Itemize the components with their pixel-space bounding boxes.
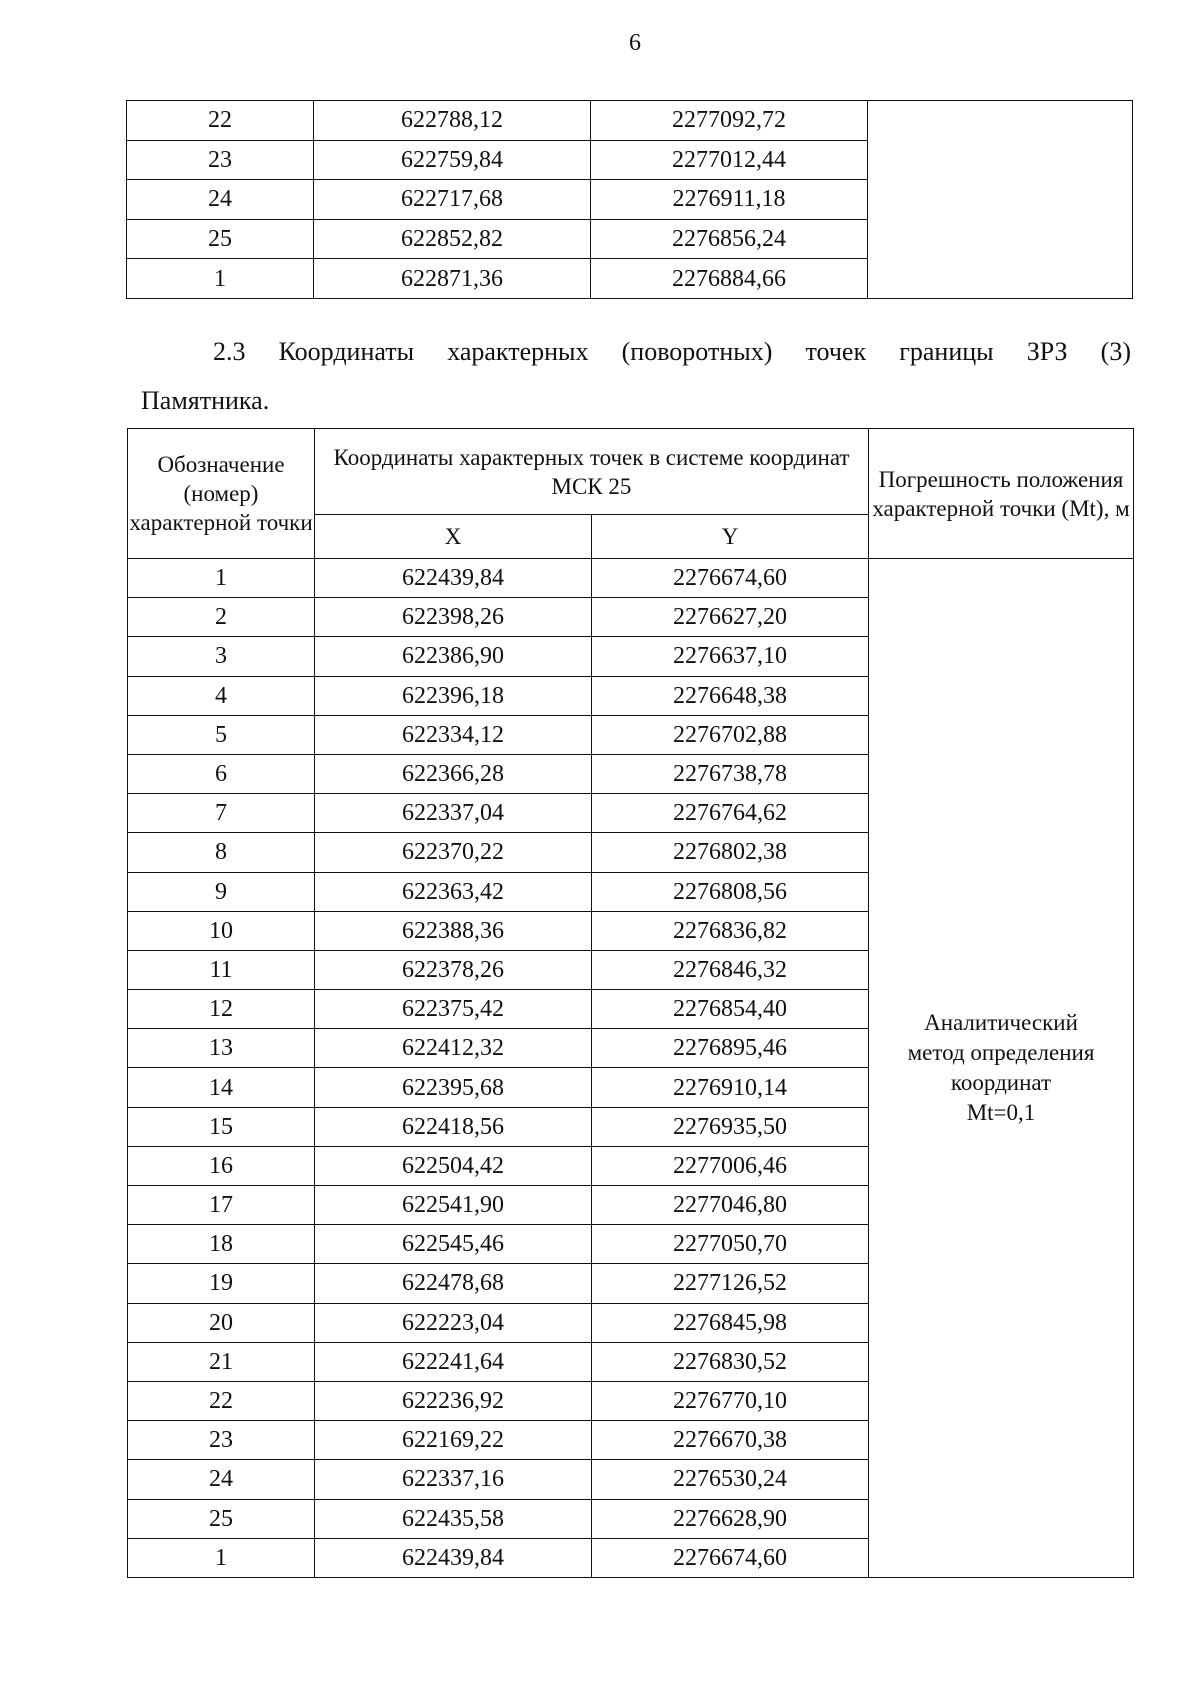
section-heading bbox=[141, 327, 1131, 425]
point-number-cell: 1 bbox=[127, 259, 314, 299]
point-number-cell: 10 bbox=[128, 911, 315, 950]
y-coordinate-cell: 2277126,52 bbox=[592, 1264, 869, 1303]
x-coordinate-cell: 622223,04 bbox=[315, 1303, 592, 1342]
point-number-cell: 1 bbox=[128, 559, 315, 598]
x-coordinate-cell: 622545,46 bbox=[315, 1225, 592, 1264]
section-heading-line2: Памятника. bbox=[141, 386, 270, 415]
page-number: 6 bbox=[629, 30, 641, 56]
x-coordinate-cell: 622852,82 bbox=[314, 219, 591, 259]
y-coordinate-cell: 2277046,80 bbox=[592, 1186, 869, 1225]
y-coordinate-cell: 2276830,52 bbox=[592, 1342, 869, 1381]
accuracy-text-line3: координат bbox=[950, 1069, 1052, 1095]
x-coordinate-cell: 622370,22 bbox=[315, 833, 592, 872]
coordinates-table-continued bbox=[126, 100, 1133, 299]
x-coordinate-cell: 622418,56 bbox=[315, 1107, 592, 1146]
y-coordinate-cell: 2276836,82 bbox=[592, 911, 869, 950]
x-coordinate-cell: 622504,42 bbox=[315, 1146, 592, 1185]
y-coordinate-cell: 2276764,62 bbox=[592, 794, 869, 833]
y-coordinate-cell: 2276648,38 bbox=[592, 676, 869, 715]
x-coordinate-cell: 622398,26 bbox=[315, 598, 592, 637]
y-coordinate-cell: 2276702,88 bbox=[592, 715, 869, 754]
point-number-cell: 25 bbox=[128, 1499, 315, 1538]
y-coordinate-cell: 2276674,60 bbox=[592, 1538, 869, 1577]
point-number-cell: 22 bbox=[127, 101, 314, 141]
y-coordinate-cell: 2277006,46 bbox=[592, 1146, 869, 1185]
table-row bbox=[128, 559, 1134, 598]
point-number-cell: 23 bbox=[127, 140, 314, 180]
header-coordinates: Координаты характерных точек в системе координат МСК 25 bbox=[315, 429, 869, 515]
table-row bbox=[127, 101, 1133, 141]
y-coordinate-cell: 2276802,38 bbox=[592, 833, 869, 872]
x-coordinate-cell: 622759,84 bbox=[314, 140, 591, 180]
point-number-cell: 9 bbox=[128, 872, 315, 911]
header-y: Y bbox=[592, 515, 869, 559]
y-coordinate-cell: 2276670,38 bbox=[592, 1421, 869, 1460]
x-coordinate-cell: 622366,28 bbox=[315, 754, 592, 793]
point-number-cell: 4 bbox=[128, 676, 315, 715]
point-number-cell: 11 bbox=[128, 950, 315, 989]
x-coordinate-cell: 622478,68 bbox=[315, 1264, 592, 1303]
accuracy-cell bbox=[869, 559, 1134, 1578]
y-coordinate-cell: 2276895,46 bbox=[592, 1029, 869, 1068]
point-number-cell: 13 bbox=[128, 1029, 315, 1068]
y-coordinate-cell: 2276738,78 bbox=[592, 754, 869, 793]
y-coordinate-cell: 2276854,40 bbox=[592, 990, 869, 1029]
point-number-cell: 24 bbox=[128, 1460, 315, 1499]
point-number-cell: 22 bbox=[128, 1381, 315, 1420]
x-coordinate-cell: 622788,12 bbox=[314, 101, 591, 141]
accuracy-text-line4: Mt=0,1 bbox=[966, 1099, 1036, 1125]
y-coordinate-cell: 2276845,98 bbox=[592, 1303, 869, 1342]
y-coordinate-cell: 2276935,50 bbox=[592, 1107, 869, 1146]
y-coordinate-cell: 2276627,20 bbox=[592, 598, 869, 637]
header-x: X bbox=[315, 515, 592, 559]
point-number-cell: 18 bbox=[128, 1225, 315, 1264]
y-coordinate-cell: 2276530,24 bbox=[592, 1460, 869, 1499]
y-coordinate-cell: 2276846,32 bbox=[592, 950, 869, 989]
point-number-cell: 5 bbox=[128, 715, 315, 754]
y-coordinate-cell: 2276808,56 bbox=[592, 872, 869, 911]
x-coordinate-cell: 622435,58 bbox=[315, 1499, 592, 1538]
point-number-cell: 24 bbox=[127, 180, 314, 220]
point-number-cell: 3 bbox=[128, 637, 315, 676]
y-coordinate-cell: 2276674,60 bbox=[592, 559, 869, 598]
point-number-cell: 1 bbox=[128, 1538, 315, 1577]
x-coordinate-cell: 622439,84 bbox=[315, 1538, 592, 1577]
accuracy-cell-empty bbox=[868, 101, 1133, 299]
x-coordinate-cell: 622439,84 bbox=[315, 559, 592, 598]
point-number-cell: 17 bbox=[128, 1186, 315, 1225]
y-coordinate-cell: 2277012,44 bbox=[591, 140, 868, 180]
point-number-cell: 8 bbox=[128, 833, 315, 872]
y-coordinate-cell: 2276770,10 bbox=[592, 1381, 869, 1420]
y-coordinate-cell: 2276856,24 bbox=[591, 219, 868, 259]
y-coordinate-cell: 2276884,66 bbox=[591, 259, 868, 299]
point-number-cell: 15 bbox=[128, 1107, 315, 1146]
point-number-cell: 12 bbox=[128, 990, 315, 1029]
header-designation: Обозначение (номер) характерной точки bbox=[128, 429, 315, 559]
accuracy-text-line2: метод определения bbox=[907, 1039, 1095, 1065]
coordinates-table-zrz bbox=[127, 428, 1134, 1578]
point-number-cell: 2 bbox=[128, 598, 315, 637]
x-coordinate-cell: 622871,36 bbox=[314, 259, 591, 299]
point-number-cell: 16 bbox=[128, 1146, 315, 1185]
point-number-cell: 6 bbox=[128, 754, 315, 793]
x-coordinate-cell: 622395,68 bbox=[315, 1068, 592, 1107]
x-coordinate-cell: 622334,12 bbox=[315, 715, 592, 754]
x-coordinate-cell: 622388,36 bbox=[315, 911, 592, 950]
point-number-cell: 23 bbox=[128, 1421, 315, 1460]
y-coordinate-cell: 2277050,70 bbox=[592, 1225, 869, 1264]
y-coordinate-cell: 2276911,18 bbox=[591, 180, 868, 220]
section-heading-line1: 2.3 Координаты характерных (поворотных) точек границы ЗРЗ (3) bbox=[213, 337, 1131, 366]
y-coordinate-cell: 2276910,14 bbox=[592, 1068, 869, 1107]
x-coordinate-cell: 622378,26 bbox=[315, 950, 592, 989]
y-coordinate-cell: 2276637,10 bbox=[592, 637, 869, 676]
x-coordinate-cell: 622337,16 bbox=[315, 1460, 592, 1499]
x-coordinate-cell: 622386,90 bbox=[315, 637, 592, 676]
x-coordinate-cell: 622412,32 bbox=[315, 1029, 592, 1068]
x-coordinate-cell: 622396,18 bbox=[315, 676, 592, 715]
point-number-cell: 20 bbox=[128, 1303, 315, 1342]
x-coordinate-cell: 622337,04 bbox=[315, 794, 592, 833]
header-accuracy: Погрешность положения характерной точки (Mt), м bbox=[869, 429, 1134, 559]
y-coordinate-cell: 2276628,90 bbox=[592, 1499, 869, 1538]
y-coordinate-cell: 2277092,72 bbox=[591, 101, 868, 141]
x-coordinate-cell: 622236,92 bbox=[315, 1381, 592, 1420]
point-number-cell: 21 bbox=[128, 1342, 315, 1381]
x-coordinate-cell: 622541,90 bbox=[315, 1186, 592, 1225]
x-coordinate-cell: 622375,42 bbox=[315, 990, 592, 1029]
x-coordinate-cell: 622169,22 bbox=[315, 1421, 592, 1460]
point-number-cell: 19 bbox=[128, 1264, 315, 1303]
point-number-cell: 7 bbox=[128, 794, 315, 833]
point-number-cell: 25 bbox=[127, 219, 314, 259]
accuracy-text-line1: Аналитический bbox=[924, 1009, 1078, 1035]
x-coordinate-cell: 622717,68 bbox=[314, 180, 591, 220]
x-coordinate-cell: 622363,42 bbox=[315, 872, 592, 911]
point-number-cell: 14 bbox=[128, 1068, 315, 1107]
x-coordinate-cell: 622241,64 bbox=[315, 1342, 592, 1381]
